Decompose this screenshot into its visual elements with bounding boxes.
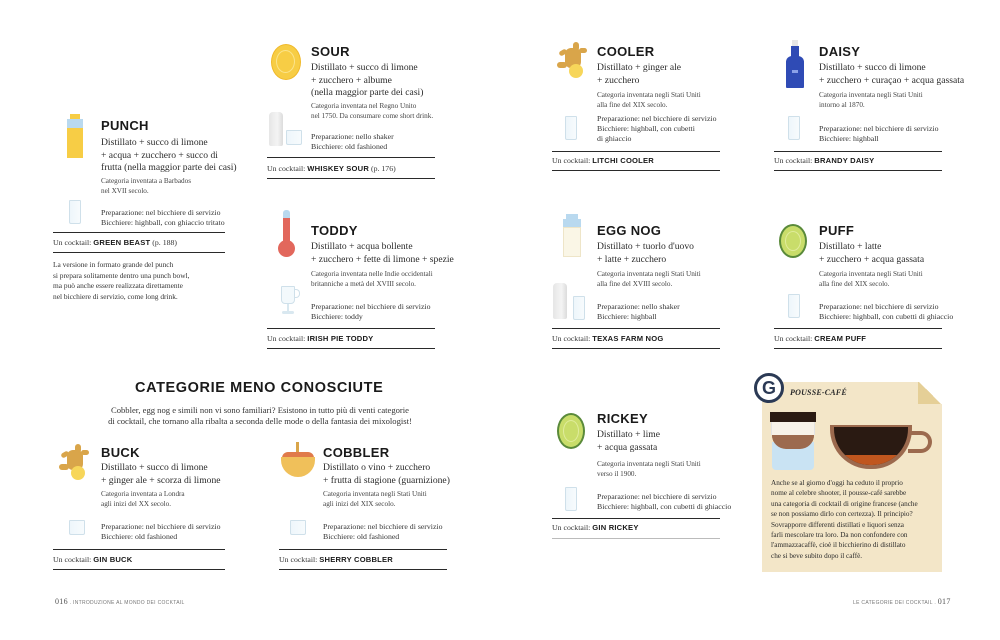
ingredients: Distillato + succo di limone + ginger ale + scorza di limone: [101, 462, 221, 486]
lime-icon: [557, 413, 585, 449]
ingredients: Distillato + succo di limone + zucchero + curaçao + acqua gassata: [819, 62, 965, 86]
preparation: Preparazione: nel bicchiere di servizio Bicchiere: highball, con cubetti di ghiaccio: [597, 114, 717, 143]
card-title: COOLER: [597, 44, 655, 59]
divider: [267, 157, 435, 158]
ginger-icon: [59, 444, 91, 484]
example-cocktail: Un cocktail: BRANDY DAISY: [774, 156, 875, 165]
card-title: BUCK: [101, 445, 140, 460]
ginger-icon: [557, 42, 589, 82]
origin-note: Categoria inventata negli Stati Uniti agli inizi del XIX secolo.: [323, 490, 427, 508]
sidebar-text: Anche se al giorno d'oggi ha ceduto il proprio nome al celebre shooter, il pousse-café sarebbe una categoria di cocktail di origine francese (anche se non possiamo dirlo con certezza). Il principio? Sovrapporre differenti distillati e liquori senza farli mescolare tra loro. Da non confondere con l'ammazzacaffè, cioè il bicchierino di distillato che si beve subito dopo il caffè.: [771, 479, 918, 560]
example-cocktail: Un cocktail: SHERRY COBBLER: [279, 555, 393, 564]
example-cocktail-name: GIN RICKEY: [592, 523, 639, 532]
origin-note: Categoria inventata a Barbados nel XVII secolo.: [101, 177, 192, 195]
highball-glass-icon: [565, 116, 577, 140]
highball-glass-icon: [565, 487, 577, 511]
running-header: LE CATEGORIE DEI COCKTAIL: [853, 600, 933, 606]
card-sour: [268, 40, 448, 180]
highball-glass-icon: [788, 294, 800, 318]
shot-glass-icon: [770, 412, 816, 472]
ingredients: Distillato o vino + zucchero + frutta di stagione (guarnizione): [323, 462, 450, 486]
origin-note: Categoria inventata negli Stati Uniti intorno al 1870.: [819, 91, 923, 109]
card-title: PUNCH: [101, 118, 149, 133]
old-fashioned-glass-icon: [286, 130, 302, 145]
highball-glass-icon: [788, 116, 800, 140]
preparation: Preparazione: nello shaker Bicchiere: highball: [597, 302, 680, 321]
thermometer-icon: [278, 210, 296, 256]
divider: [279, 569, 447, 570]
card-daisy: [776, 40, 966, 170]
example-cocktail-name: IRISH PIE TODDY: [307, 334, 374, 343]
shaker-icon: [269, 112, 283, 146]
divider: [267, 328, 435, 329]
card-buck: [55, 440, 235, 570]
divider: [774, 348, 942, 349]
divider: [267, 178, 435, 179]
example-cocktail-name: TEXAS FARM NOG: [592, 334, 664, 343]
divider: [279, 549, 447, 550]
preparation: Preparazione: nel bicchiere di servizio Bicchiere: highball, con cubetti di ghiaccio: [597, 492, 732, 511]
ingredients: Distillato + ginger ale + zucchero: [597, 62, 682, 86]
lime-icon: [779, 224, 807, 258]
origin-note: Categoria inventata a Londra agli inizi del XX secolo.: [101, 490, 185, 508]
divider: [53, 252, 225, 253]
footer-left: 016 . INTRODUZIONE AL MONDO DEI COCKTAIL: [55, 597, 185, 606]
example-cocktail: Un cocktail: GIN BUCK: [53, 555, 133, 564]
preparation: Preparazione: nel bicchiere di servizio Bicchiere: old fashioned: [101, 522, 221, 541]
divider: [552, 348, 720, 349]
preparation: Preparazione: nello shaker Bicchiere: old fashioned: [311, 132, 394, 151]
example-cocktail: Un cocktail: GREEN BEAST (p. 188): [53, 238, 177, 247]
punch-description: La versione in formato grande del punch si prepara solitamente dentro una punch bowl, ma può anche essere realizzata direttamente nel bicchiere di servizio, come long drink.: [53, 260, 190, 301]
ingredients: Distillato + lime + acqua gassata: [597, 429, 660, 453]
running-header: INTRODUZIONE AL MONDO DEI COCKTAIL: [73, 600, 185, 606]
example-cocktail: Un cocktail: IRISH PIE TODDY: [267, 334, 374, 343]
origin-note: Categoria inventata nelle Indie occidentali britanniche a metà del XVIII secolo.: [311, 270, 433, 288]
card-toddy: [267, 210, 454, 350]
divider: [53, 232, 225, 233]
example-cocktail-name: GIN BUCK: [93, 555, 133, 564]
ingredients: Distillato + acqua bollente + zucchero + fette di limone + spezie: [311, 241, 454, 265]
bottle-icon: [67, 114, 83, 158]
preparation: Preparazione: nel bicchiere di servizio Bicchiere: highball, con cubetti di ghiaccio: [819, 302, 954, 321]
divider: [774, 151, 942, 152]
example-cocktail-name: LITCHI COOLER: [592, 156, 654, 165]
origin-note: Categoria inventata nel Regno Unito nel 1750. Da consumare come short drink.: [311, 102, 434, 120]
highball-glass-icon: [69, 200, 81, 224]
divider: [53, 569, 225, 570]
sidebar-title: POUSSE-CAFÉ: [790, 388, 847, 397]
card-puff: [776, 210, 966, 350]
divider: [552, 151, 720, 152]
example-cocktail-name: CREAM PUFF: [814, 334, 867, 343]
glossary-badge-icon: G: [754, 373, 784, 403]
page-number: 017: [937, 597, 951, 606]
example-cocktail: Un cocktail: LITCHI COOLER: [552, 156, 654, 165]
example-cocktail-name: SHERRY COBBLER: [319, 555, 393, 564]
preparation: Preparazione: nel bicchiere di servizio Bicchiere: highball, con ghiaccio tritato: [101, 208, 225, 227]
example-cocktail: Un cocktail: WHISKEY SOUR (p. 176): [267, 164, 396, 173]
ingredients: Distillato + tuorlo d'uovo + latte + zucchero: [597, 241, 694, 265]
page-number: 016: [55, 597, 68, 606]
milk-bottle-icon: [563, 214, 581, 258]
divider: [552, 328, 720, 329]
preparation: Preparazione: nel bicchiere di servizio Bicchiere: toddy: [311, 302, 431, 321]
divider: [552, 538, 720, 539]
origin-note: Categoria inventata negli Stati Uniti verso il 1900.: [597, 460, 701, 478]
card-title: DAISY: [819, 44, 861, 59]
section-subtitle: Cobbler, egg nog e simili non vi sono familiari? Esistono in tutto più di venti categorie di cocktail, che tornano alla ribalta a seconda delle mode o della fantasia dei mixologist!: [108, 405, 412, 426]
card-punch: [55, 110, 235, 310]
preparation: Preparazione: nel bicchiere di servizio Bicchiere: highball: [819, 124, 939, 143]
footer-right: LE CATEGORIE DEI COCKTAIL . 017: [853, 597, 951, 606]
card-title: SOUR: [311, 44, 350, 59]
card-rickey: [553, 405, 743, 545]
example-cocktail: Un cocktail: CREAM PUFF: [774, 334, 867, 343]
example-cocktail-name: BRANDY DAISY: [814, 156, 875, 165]
section-title: CATEGORIE MENO CONOSCIUTE: [135, 380, 384, 396]
card-title: EGG NOG: [597, 223, 662, 238]
example-cocktail-name: GREEN BEAST: [93, 238, 151, 247]
basket-icon: [280, 442, 316, 480]
example-cocktail-name: WHISKEY SOUR: [307, 164, 370, 173]
divider: [774, 328, 942, 329]
ingredients: Distillato + succo di limone + acqua + zucchero + succo di frutta (nella maggior parte dei casi): [101, 137, 237, 173]
ingredients: Distillato + latte + zucchero + acqua gassata: [819, 241, 925, 265]
page-fold-corner: [918, 382, 942, 404]
lemon-icon: [271, 44, 301, 80]
ingredients: Distillato + succo di limone + zucchero + albume (nella maggior parte dei casi): [311, 62, 424, 98]
origin-note: Categoria inventata negli Stati Uniti alla fine del XIX secolo.: [819, 270, 923, 288]
highball-glass-icon: [573, 296, 585, 320]
old-fashioned-glass-icon: [290, 520, 306, 535]
divider: [267, 348, 435, 349]
old-fashioned-glass-icon: [69, 520, 85, 535]
card-cooler: [553, 40, 733, 170]
coffee-cup-icon: [830, 425, 934, 475]
card-title: TODDY: [311, 223, 358, 238]
shaker-icon: [553, 283, 567, 319]
curacao-bottle-icon: [786, 40, 804, 90]
card-egg-nog: [553, 210, 733, 350]
card-title: PUFF: [819, 223, 855, 238]
example-cocktail: Un cocktail: GIN RICKEY: [552, 523, 639, 532]
example-cocktail: Un cocktail: TEXAS FARM NOG: [552, 334, 664, 343]
divider: [552, 170, 720, 171]
card-title: RICKEY: [597, 411, 648, 426]
preparation: Preparazione: nel bicchiere di servizio Bicchiere: old fashioned: [323, 522, 443, 541]
origin-note: Categoria inventata negli Stati Uniti alla fine del XIX secolo.: [597, 91, 701, 109]
divider: [552, 518, 720, 519]
card-title: COBBLER: [323, 445, 390, 460]
card-cobbler: [280, 440, 460, 570]
divider: [774, 170, 942, 171]
toddy-glass-icon: [278, 286, 302, 316]
divider: [53, 549, 225, 550]
origin-note: Categoria inventata negli Stati Uniti alla fine del XVIII secolo.: [597, 270, 701, 288]
